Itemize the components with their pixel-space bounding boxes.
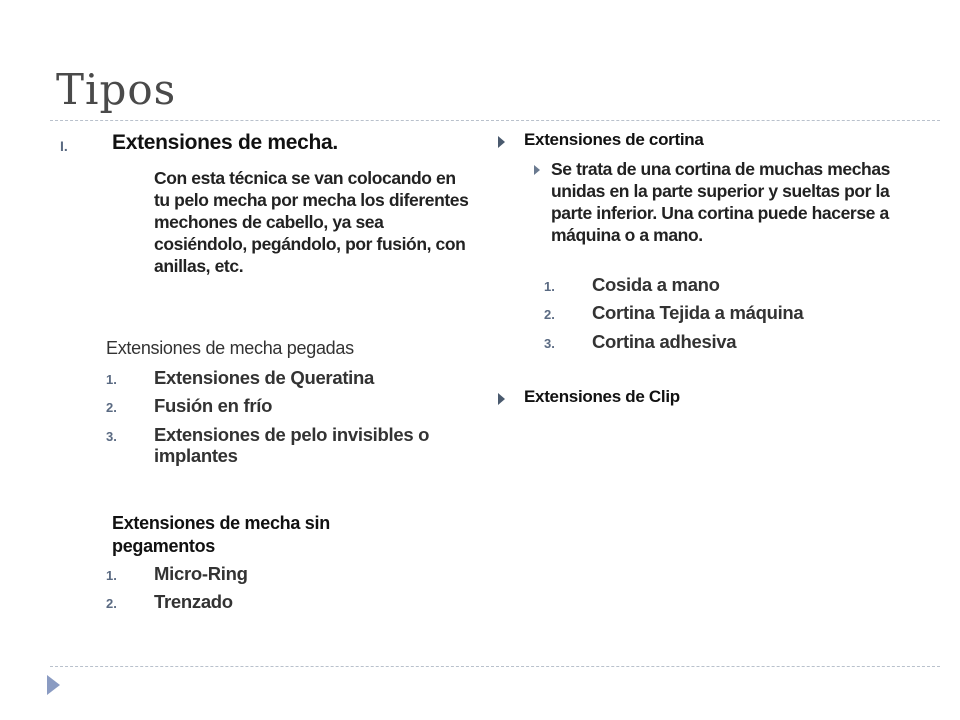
cortina-paragraph: Se trata de una cortina de muchas mechas unidas en la parte superior y sueltas por la parte inferior. Una cortina puede hacerse a máquina o a mano. (551, 159, 890, 245)
footer-divider (50, 666, 940, 667)
triangle-right-icon (534, 165, 540, 175)
clip-heading: Extensiones de Clip (524, 387, 680, 406)
next-slide-icon[interactable] (47, 675, 60, 695)
group2-item-label: Micro-Ring (154, 563, 248, 584)
cortina-item-number: 2. (544, 307, 555, 322)
group2-item-number: 2. (106, 596, 117, 611)
cortina-heading: Extensiones de cortina (524, 130, 704, 149)
cortina-item-number: 3. (544, 336, 555, 351)
main-heading: Extensiones de mecha. (112, 131, 338, 154)
cortina-item-label: Cortina Tejida a máquina (592, 302, 804, 323)
cortina-item-label: Cortina adhesiva (592, 331, 737, 352)
group2-item-label: Trenzado (154, 591, 233, 612)
group1-item-number: 1. (106, 372, 117, 387)
group2-heading: Extensiones de mecha sin pegamentos (112, 513, 330, 556)
main-paragraph: Con esta técnica se van colocando en tu pelo mecha por mecha los diferentes mechones de cabello, ya sea cosiéndolo, pegándolo, por fusión, con anillas, etc. (154, 168, 469, 276)
group1-item-label: Fusión en frío (154, 395, 273, 416)
group1-item-label: Extensiones de pelo invisibles o implantes (154, 424, 430, 466)
group1-item-number: 3. (106, 429, 117, 444)
cortina-item-label: Cosida a mano (592, 274, 720, 295)
slide-title: Tipos (56, 65, 177, 114)
group1-item-label: Extensiones de Queratina (154, 367, 375, 388)
triangle-right-icon (498, 136, 505, 148)
group2-item-number: 1. (106, 568, 117, 583)
main-item-number: I. (60, 138, 68, 154)
group1-heading: Extensiones de mecha pegadas (106, 338, 354, 358)
title-divider (50, 120, 940, 121)
group1-item-number: 2. (106, 400, 117, 415)
triangle-right-icon (498, 393, 505, 405)
cortina-item-number: 1. (544, 279, 555, 294)
